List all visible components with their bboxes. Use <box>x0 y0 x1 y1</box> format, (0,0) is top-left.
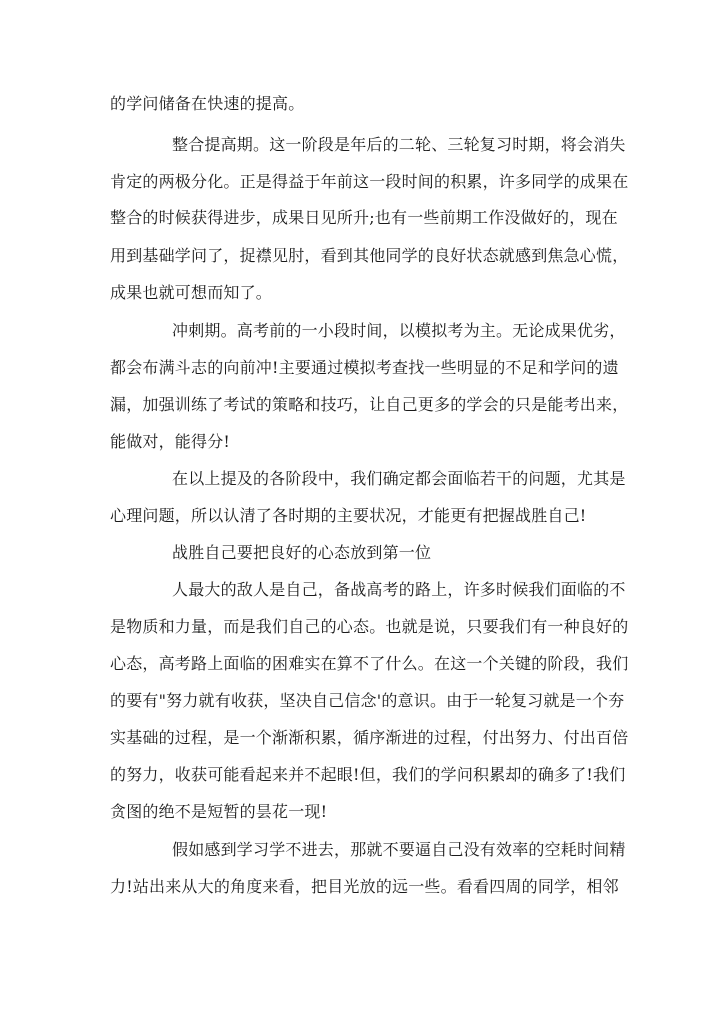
paragraph-line: 是物质和力量，而是我们自己的心态。也就是说，只要我们有一种良好的 <box>110 617 629 636</box>
paragraph-line: 冲刺期。高考前的一小段时间，以模拟考为主。无论成果优劣， <box>172 321 626 340</box>
paragraph-line: 心态，高考路上面临的困难实在算不了什么。在这一个关键的阶段，我们 <box>110 654 629 673</box>
paragraph-line: 人最大的敌人是自己，备战高考的路上，许多时候我们面临的不 <box>172 580 626 599</box>
paragraph-line: 在以上提及的各阶段中，我们确定都会面临若干的问题，尤其是 <box>172 469 626 488</box>
paragraph-line: 的努力，收获可能看起来并不起眼!但，我们的学问积累却的确多了!我们 <box>110 765 626 784</box>
paragraph-line: 整合的时候获得进步，成果日见所升;也有一些前期工作没做好的，现在 <box>110 208 618 227</box>
paragraph-line: 成果也就可想而知了。 <box>110 283 273 302</box>
paragraph-line: 的学问储备在快速的提高。 <box>110 94 305 113</box>
paragraph-line: 贪图的绝不是短暂的昙花一现! <box>110 802 328 821</box>
paragraph-line: 肯定的两极分化。正是得益于年前这一段时间的积累，许多同学的成果在 <box>110 172 629 191</box>
paragraph-line: 都会布满斗志的向前冲!主要通过模拟考查找一些明显的不足和学问的遗 <box>110 358 619 377</box>
paragraph-line: 力!站出来从大的角度来看，把目光放的远一些。看看四周的同学，相邻 <box>110 877 619 896</box>
section-heading: 战胜自己要把良好的心态放到第一位 <box>172 543 432 562</box>
paragraph-line: 心理问题，所以认清了各时期的主要状况，才能更有把握战胜自己! <box>110 506 587 525</box>
paragraph-line: 实基础的过程，是一个渐渐积累，循序渐进的过程，付出努力、付出百倍 <box>110 728 629 747</box>
paragraph-line: 的要有"努力就有收获，坚决自己信念'的意识。由于一轮复习就是一个夯 <box>110 691 625 710</box>
paragraph-line: 整合提高期。这一阶段是年后的二轮、三轮复习时期，将会消失 <box>172 135 626 154</box>
paragraph-line: 漏，加强训练了考试的策略和技巧，让自己更多的学会的只是能考出来， <box>110 395 629 414</box>
paragraph-line: 能做对，能得分! <box>110 432 231 451</box>
paragraph-line: 假如感到学习学不进去，那就不要逼自己没有效率的空耗时间精 <box>172 840 626 859</box>
paragraph-line: 用到基础学问了，捉襟见肘，看到其他同学的良好状态就感到焦急心慌， <box>110 246 629 265</box>
